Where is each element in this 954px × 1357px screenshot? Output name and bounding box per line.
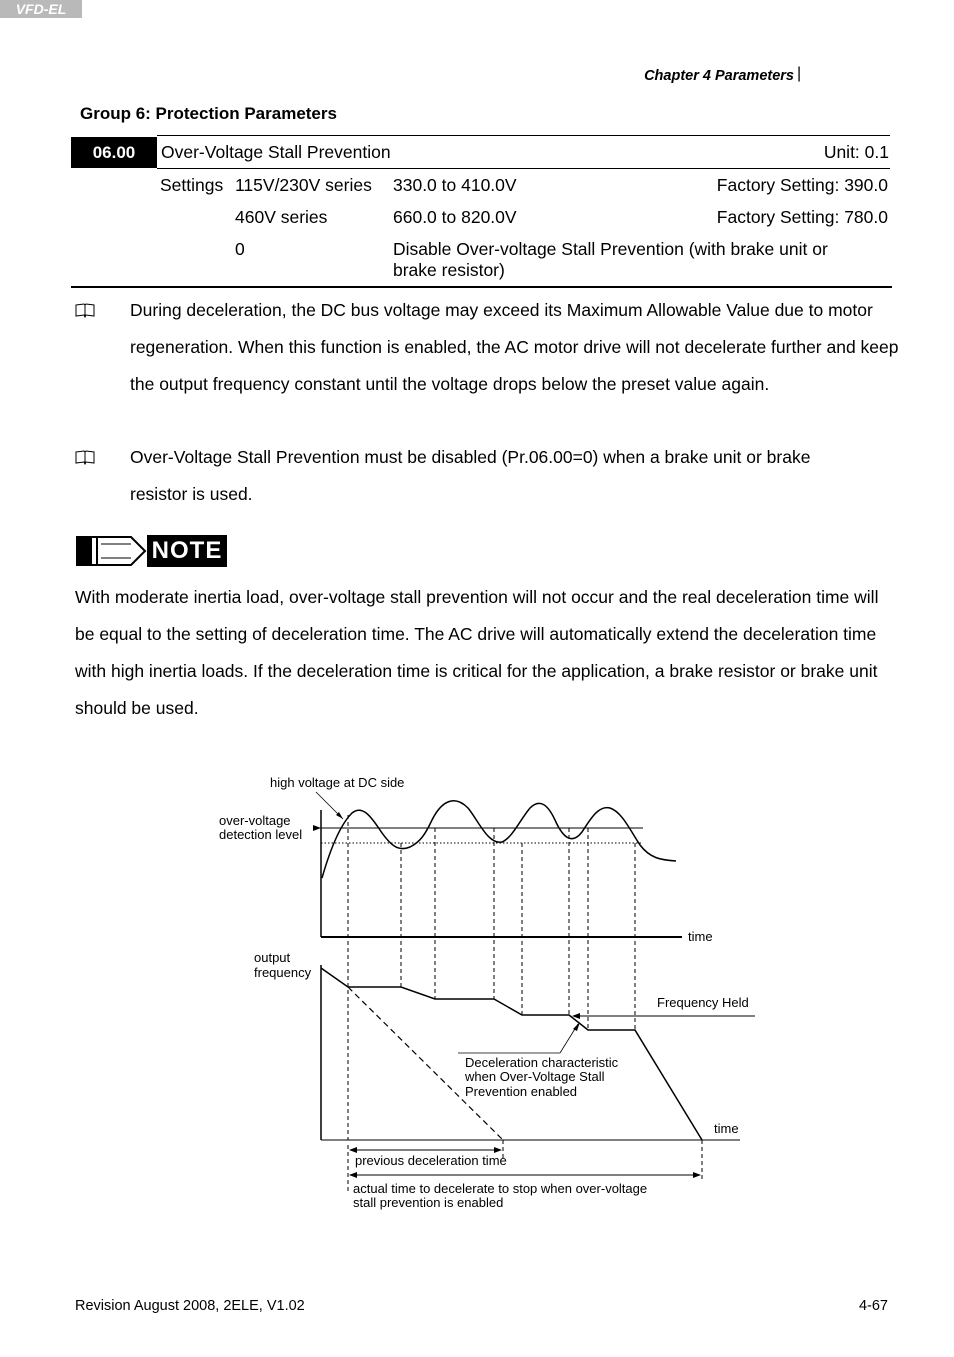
table-top-border — [157, 135, 890, 136]
label-actual-2: stall prevention is enabled — [353, 1195, 504, 1210]
param-name: Over-Voltage Stall Prevention — [161, 142, 391, 162]
label-ov-level: over-voltage — [219, 813, 291, 828]
setting-series: 460V series — [235, 207, 328, 227]
note-label: NOTE — [147, 535, 227, 567]
vfd-el-logo — [0, 0, 82, 18]
header-separator: | — [797, 65, 802, 82]
label-output: output — [254, 950, 291, 965]
chapter-title: Chapter 4 Parameters — [644, 68, 794, 84]
settings-label: Settings — [160, 175, 224, 195]
label-time-bottom: time — [714, 1121, 739, 1136]
label-frequency: frequency — [254, 965, 312, 980]
label-decel-1: Deceleration characteristic — [465, 1055, 619, 1070]
group-title: Group 6: Protection Parameters — [80, 104, 337, 123]
dc-voltage-curve — [322, 801, 676, 878]
param-unit: Unit: 0.1 — [823, 142, 889, 162]
label-high-voltage: high voltage at DC side — [270, 775, 405, 790]
stall-prevention-diagram — [210, 770, 770, 1220]
setting-range: 330.0 to 410.0V — [393, 175, 517, 195]
note-text: With moderate inertia load, over-voltage stall prevention will not occur and the real deceleration time will be equal to the setting of deceleration time. The AC drive will automatically extend the deceleration time with high inertia loads. If the deceleration time is critical for the application, a brake resistor or brake unit should be used. — [75, 587, 879, 718]
footer-revision: Revision August 2008, 2ELE, V1.02 — [75, 1298, 305, 1314]
label-detection-level: detection level — [219, 827, 303, 842]
setting-factory: Factory Setting: 780.0 — [716, 207, 888, 227]
book-icon — [75, 450, 95, 465]
bullet-text: Over-Voltage Stall Prevention must be disabled (Pr.06.00=0) when a brake unit or brake resistor is used. — [130, 447, 811, 504]
setting-series: 0 — [235, 239, 245, 259]
table-bottom-border — [71, 286, 892, 288]
label-actual-1: actual time to decelerate to stop when over-voltage — [353, 1181, 648, 1196]
label-time-top: time — [688, 929, 713, 944]
setting-series: 115V/230V series — [235, 175, 372, 195]
label-previous-deceleration: previous deceleration time — [355, 1153, 507, 1168]
label-frequency-held: Frequency Held — [657, 995, 749, 1010]
setting-range: 660.0 to 820.0V — [393, 207, 517, 227]
table-header-border — [157, 168, 890, 169]
bullet-text: During deceleration, the DC bus voltage may exceed its Maximum Allowable Value due to motor regeneration. When this function is enabled, the AC motor drive will not decelerate further and keep the output frequency constant until the voltage drops below the preset value again. — [130, 300, 899, 394]
svg-text:VFD-EL: VFD-EL — [15, 1, 67, 17]
frequency-held-curve — [321, 968, 702, 1140]
setting-factory: Factory Setting: 390.0 — [716, 175, 888, 195]
setting-range: Disable Over-voltage Stall Prevention (with brake unit or brake resistor) — [393, 239, 828, 280]
page-number: 4-67 — [858, 1298, 888, 1314]
label-decel-2: when Over-Voltage Stall — [465, 1069, 605, 1084]
param-id-badge: 06.00 — [71, 137, 157, 168]
label-decel-3: Prevention enabled — [465, 1084, 578, 1099]
book-icon — [75, 303, 95, 318]
